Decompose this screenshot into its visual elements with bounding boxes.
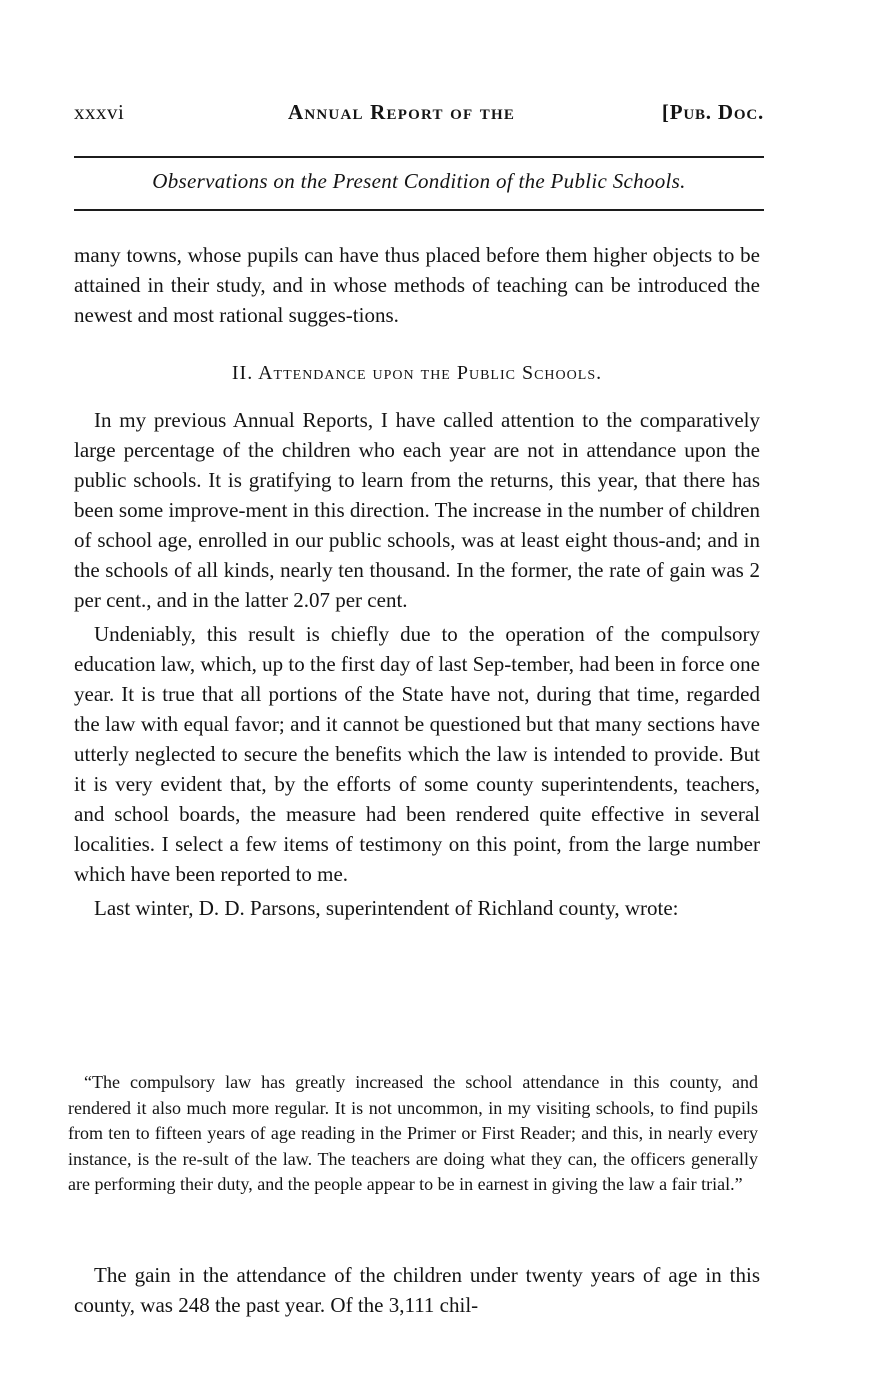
paragraph-gain-attendance: The gain in the attendance of the children under twenty years of age in this county, was 248 the past year. Of the 3,111 chil- [74, 1263, 760, 1317]
page-number: xxxvi [74, 100, 125, 124]
header-rule-bottom [74, 209, 764, 211]
header-rule-top [74, 156, 764, 158]
document-label: [Pub. Doc. [661, 100, 764, 124]
main-text-block [74, 405, 760, 923]
continuation-paragraph [74, 240, 760, 330]
continuation-text: many towns, whose pupils can have thus placed before them higher objects to be attained in their study, and in whose methods of teaching can be introduced the newest and most rational sugges-tions. [74, 243, 760, 327]
running-header [74, 96, 764, 132]
paragraph-parsons-intro: Last winter, D. D. Parsons, superintendent of Richland county, wrote: [94, 896, 679, 920]
section-title: II. Attendance upon the Public Schools. [231, 362, 603, 384]
block-quote [68, 1070, 758, 1198]
section-subheading: Observations on the Present Condition of the Public Schools. [152, 169, 686, 193]
quote-text: “The compulsory law has greatly increased the school attendance in this county, and rendered it also much more regular. It is not uncommon, in my visiting schools, to find pupils from ten to fifteen years of age reading in the Primer or First Reader; and this, in nearly every instance, is the re-sult of the law. The teachers are doing what they can, the officers generally are performing their duty, and the people appear to be in earnest in giving the law a fair trial.” [68, 1072, 758, 1194]
running-title: Annual Report of the [288, 100, 516, 124]
final-text-block [74, 1260, 760, 1320]
paragraph-previous-reports: In my previous Annual Reports, I have called attention to the comparatively large percentage of the children who each year are not in attendance upon the public schools. It is gratifying to learn from the returns, this year, that there has been some improve-ment in this direction. The increase in the number of children of school age, enrolled in our public schools, was at least eight thous-and; and in the schools of all kinds, nearly ten thousand. In the former, the rate of gain was 2 per cent., and in the latter 2.07 per cent. [74, 408, 760, 612]
paragraph-compulsory-law: Undeniably, this result is chiefly due to the operation of the compulsory education law, which, up to the first day of last Sep-tember, had been in force one year. It is true that all portions of the State have not, during that time, regarded the law with equal favor; and it cannot be questioned but that many sections have utterly neglected to secure the benefits which the law is intended to provide. But it is very evident that, by the efforts of some county superintendents, teachers, and school boards, the measure had been rendered quite effective in several localities. I select a few items of testimony on this point, from the large number which have been reported to me. [74, 622, 760, 886]
